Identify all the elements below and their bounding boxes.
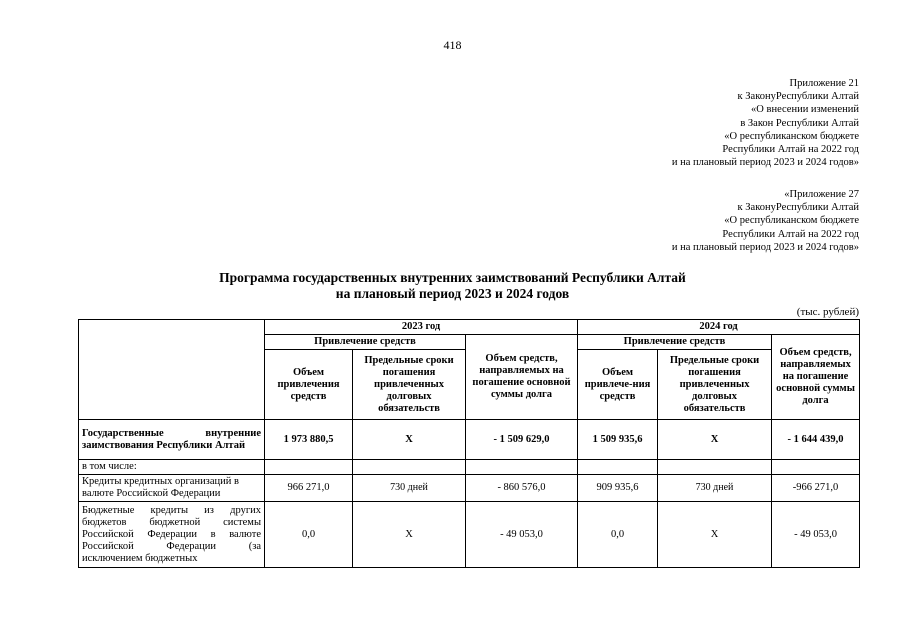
cell-empty — [265, 460, 353, 475]
cell-volume-2024: 909 935,6 — [578, 475, 658, 502]
cell-volume-2023: 966 271,0 — [265, 475, 353, 502]
cell-empty — [772, 460, 860, 475]
cell-repayment-2023: - 1 509 629,0 — [466, 420, 578, 460]
row-label: Кредиты кредитных организаций в валюте Российской Федерации — [79, 475, 265, 502]
cell-repayment-2024: - 1 644 439,0 — [772, 420, 860, 460]
cell-repayment-2024: - 49 053,0 — [772, 502, 860, 568]
header-volume-2024: Объем привлече-ния средств — [578, 350, 658, 420]
appendix-line: Республики Алтай на 2022 год — [722, 144, 859, 156]
cell-terms-2023: 730 дней — [353, 475, 466, 502]
table-row — [79, 420, 860, 460]
header-year-2024: 2024 год — [578, 320, 860, 335]
header-attraction-2024: Привлечение средств — [578, 335, 772, 350]
table-row — [79, 475, 860, 502]
appendix-line: «О республиканском бюджете — [724, 130, 859, 142]
borrowing-program-table — [78, 319, 860, 568]
header-repayment-2024: Объем средств, направляемых на погашение основной суммы долга — [772, 335, 860, 420]
appendix-line: к ЗаконуРеспублики Алтай — [737, 202, 859, 214]
appendix-line: и на плановый период 2023 и 2024 годов» — [671, 241, 859, 253]
page-number: 418 — [443, 38, 462, 52]
cell-volume-2023: 0,0 — [265, 502, 353, 568]
cell-empty — [578, 460, 658, 475]
appendix-line: Республики Алтай на 2022 год — [722, 228, 859, 240]
cell-terms-2024: Х — [658, 502, 772, 568]
table-row — [79, 502, 860, 568]
cell-terms-2023: Х — [353, 502, 466, 568]
appendix-line: «О внесении изменений — [751, 104, 859, 116]
header-repayment-2023: Объем средств, направляемых на погашение основной суммы долга — [466, 335, 578, 420]
appendix-line: «Приложение 27 — [784, 189, 859, 200]
row-label: Бюджетные кредиты из других бюджетов бюджетной системы Российской Федерации в валюте Российской Федерации (за исключением бюджетных — [79, 502, 265, 568]
cell-repayment-2023: - 860 576,0 — [466, 475, 578, 502]
appendix-line: и на плановый период 2023 и 2024 годов» — [671, 157, 859, 169]
appendix-27-note — [672, 188, 859, 254]
cell-empty — [353, 460, 466, 475]
header-year-2023: 2023 год — [265, 320, 578, 335]
appendix-21-note — [672, 77, 859, 169]
header-attraction-2023: Привлечение средств — [265, 335, 466, 350]
cell-empty — [658, 460, 772, 475]
cell-volume-2024: 1 509 935,6 — [578, 420, 658, 460]
cell-terms-2024: 730 дней — [658, 475, 772, 502]
cell-repayment-2023: - 49 053,0 — [466, 502, 578, 568]
row-label: в том числе: — [79, 460, 265, 475]
header-terms-2023: Предельные сроки погашения привлеченных долговых обязательств — [353, 350, 466, 420]
header-empty-cell — [79, 320, 265, 420]
cell-repayment-2024: -966 271,0 — [772, 475, 860, 502]
header-terms-2024: Предельные сроки погашения привлеченных долговых обязательств — [658, 350, 772, 420]
cell-volume-2024: 0,0 — [578, 502, 658, 568]
cell-empty — [466, 460, 578, 475]
document-title-line-2: на плановый период 2023 и 2024 годов — [335, 286, 570, 301]
units-note: (тыс. рублей) — [796, 306, 859, 318]
header-volume-2023: Объем привлечения средств — [265, 350, 353, 420]
appendix-line: в Закон Республики Алтай — [740, 117, 859, 129]
cell-terms-2024: Х — [658, 420, 772, 460]
row-label: Государственные внутренние заимствования Республики Алтай — [79, 420, 265, 460]
table-row — [79, 460, 860, 475]
document-title-line-1: Программа государственных внутренних заимствований Республики Алтай — [219, 270, 686, 285]
document-title — [0, 270, 905, 302]
cell-terms-2023: Х — [353, 420, 466, 460]
cell-volume-2023: 1 973 880,5 — [265, 420, 353, 460]
appendix-line: «О республиканском бюджете — [724, 215, 859, 227]
appendix-line: к ЗаконуРеспублики Алтай — [737, 91, 859, 103]
appendix-line: Приложение 21 — [789, 78, 859, 89]
